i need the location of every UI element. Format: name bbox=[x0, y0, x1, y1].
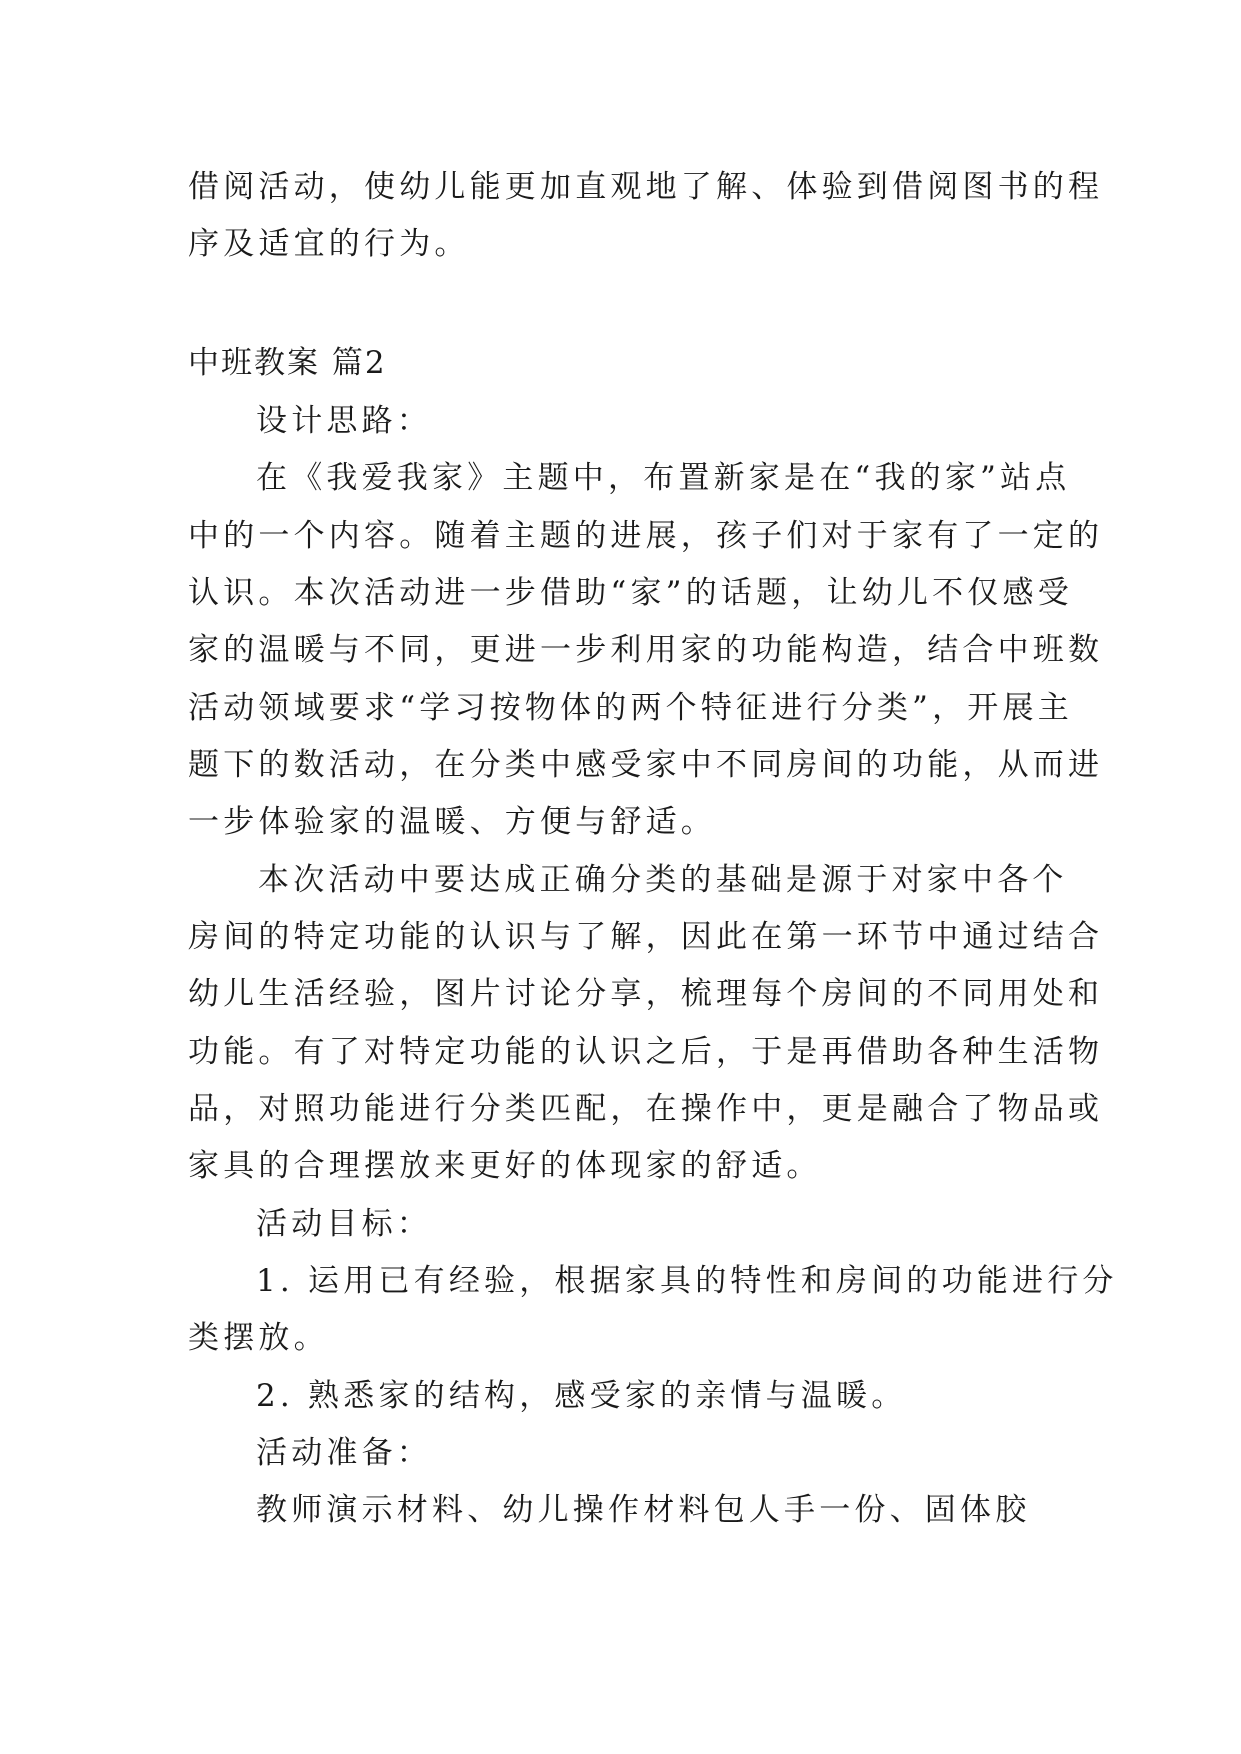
paragraph-line: 房间的特定功能的认识与了解，因此在第一环节中通过结合 bbox=[188, 919, 1104, 955]
paragraph-line: 题下的数活动，在分类中感受家中不同房间的功能，从而进 bbox=[188, 747, 1104, 783]
paragraph-line: 功能。有了对特定功能的认识之后，于是再借助各种生活物 bbox=[188, 1034, 1104, 1070]
paragraph-line: 本次活动中要达成正确分类的基础是源于对家中各个 bbox=[258, 862, 1068, 898]
paragraph-line: 借阅活动，使幼儿能更加直观地了解、体验到借阅图书的程 bbox=[188, 169, 1104, 205]
preparation-materials: 教师演示材料、幼儿操作材料包人手一份、固体胶 bbox=[256, 1492, 1031, 1528]
paragraph-line: 中的一个内容。随着主题的进展，孩子们对于家有了一定的 bbox=[188, 518, 1104, 554]
paragraph-line: 家具的合理摆放来更好的体现家的舒适。 bbox=[188, 1148, 822, 1184]
goal-item-1: 1. 运用已有经验，根据家具的特性和房间的功能进行分 bbox=[256, 1263, 1118, 1299]
subheading-activity-preparation: 活动准备： bbox=[256, 1435, 432, 1471]
paragraph-line: 一步体验家的温暖、方便与舒适。 bbox=[188, 804, 716, 840]
subheading-activity-goals: 活动目标： bbox=[256, 1206, 432, 1242]
section-heading: 中班教案 篇2 bbox=[188, 345, 387, 381]
goal-item-1-continued: 类摆放。 bbox=[188, 1320, 329, 1356]
goal-item-2: 2. 熟悉家的结构，感受家的亲情与温暖。 bbox=[256, 1378, 907, 1414]
paragraph-line: 在《我爱我家》主题中，布置新家是在“我的家”站点 bbox=[256, 460, 1071, 496]
paragraph-line: 家的温暖与不同，更进一步利用家的功能构造，结合中班数 bbox=[188, 632, 1104, 668]
subheading-design-ideas: 设计思路： bbox=[256, 403, 432, 439]
paragraph-line: 活动领域要求“学习按物体的两个特征进行分类”，开展主 bbox=[188, 690, 1073, 726]
paragraph-line: 认识。本次活动进一步借助“家”的话题，让幼儿不仅感受 bbox=[188, 575, 1073, 611]
paragraph-line: 幼儿生活经验，图片讨论分享，梳理每个房间的不同用处和 bbox=[188, 976, 1104, 1012]
paragraph-line: 序及适宜的行为。 bbox=[188, 226, 470, 262]
paragraph-line: 品，对照功能进行分类匹配，在操作中，更是融合了物品或 bbox=[188, 1091, 1104, 1127]
